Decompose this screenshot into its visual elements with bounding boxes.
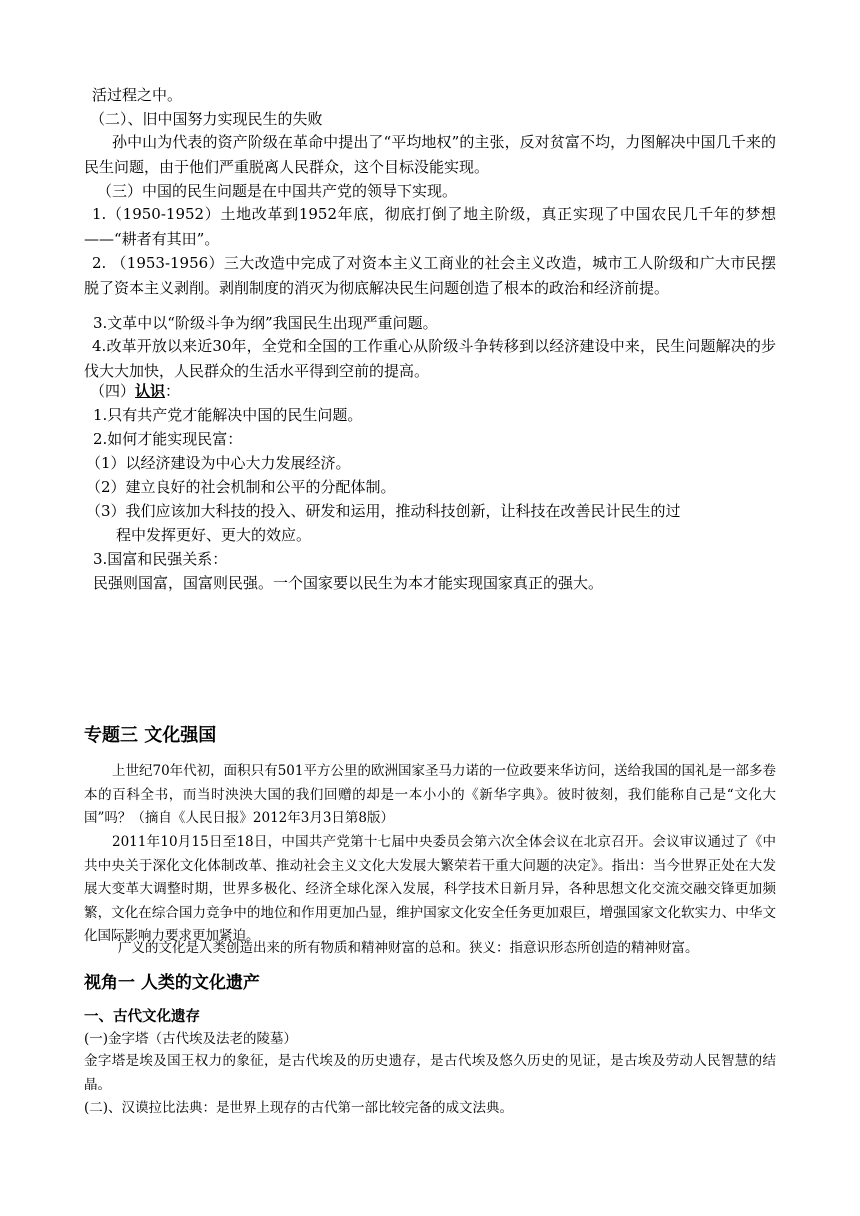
list-item: 1.只有共产党才能解决中国的民生问题。 [93,406,363,424]
paragraph-reform-opening: 4.改革开放以来近30年，全党和全国的工作重心从阶级斗争转移到以经济建设中来，民生问题解决的步伐大大加快，人民群众的生活水平得到空前的提高。 [84,337,776,380]
topic-title: 专题三 文化强国 [84,725,217,746]
list-item: （2）建立良好的社会机制和公平的分配体制。 [86,478,396,496]
paragraph-three-reforms: 2. （1953-1956）三大改造中完成了对资本主义工商业的社会主义改造，城市工人阶级和广大市民摆脱了资本主义剥削。剥削制度的消灭为彻底解决民生问题创造了根本的政治和经济前提。 [84,254,776,297]
view-title: 视角一 人类的文化遗产 [84,973,260,993]
text-line: 民强则国富，国富则民强。一个国家要以民生为本才能实现国家真正的强大。 [93,574,604,592]
text-line: 3.文革中以“阶级斗争为纲”我国民生出现严重问题。 [93,314,438,332]
section-heading-2: （二）、旧中国努力实现民生的失败 [90,110,323,128]
text-line: 活过程之中。 [92,86,183,104]
paragraph-land-reform: 1.（1950-1952）土地改革到1952年底，彻底打倒了地主阶级，真正实现了中国农民几千年的梦想——“耕者有其田”。 [84,205,776,248]
understanding-label: 认识 [135,382,166,400]
subsection-title: 一、古代文化遗存 [84,1009,200,1025]
section-heading-4: （四）认识： [90,382,181,400]
list-item: （3）我们应该加大科技的投入、研发和运用，推动科技创新，让科技在改善民计民生的过 [86,502,681,520]
paragraph-culture-definition: 广义的文化是人类创造出来的所有物质和精神财富的总和。狭义：指意识形态所创造的精神财富。 [118,940,699,956]
section-heading-3: （三）中国的民生问题是在中国共产党的领导下实现。 [97,182,458,200]
list-item: 3.国富和民强关系： [93,550,228,568]
paragraph-pyramid: 金字塔是埃及国王权力的象征，是古代埃及的历史遗存，是古代埃及悠久历史的见证，是古埃及劳动人民智慧的结晶。 [84,1053,776,1093]
paragraph-plenary-session: 2011年10月15日至18日，中国共产党第十七届中央委员会第六次全体会议在北京召开。会议审议通过了《中共中央关于深化文化体制改革、推动社会主义文化大发展大繁荣若干重大问题的决定》。指出：当今世界正处在大发展大变革大调整时期，世界多极化、经济全球化深入发展，科学技术日新月异，各种思想文化交流交融交锋更加频繁，文化在综合国力竞争中的地位和作用更加凸显，维护国家文化安全任务更加艰巨，增强国家文化软实力、中华文化国际影响力要求更加紧迫。 [84,834,776,944]
paragraph-san-marino: 上世纪70年代初，面积只有501平方公里的欧洲国家圣马力诺的一位政要来华访问，送给我国的国礼是一部多卷本的百科全书，而当时泱泱大国的我们回赠的却是一本小小的《新华字典》。彼时彼刻，我们能称自己是“文化大国”吗？（摘自《人民日报》2012年3月3日第8版） [84,763,776,826]
paragraph-sun-yatsen: 孙中山为代表的资产阶级在革命中提出了“平均地权”的主张，反对贫富不均，力图解决中国几千来的民生问题，由于他们严重脱离人民群众，这个目标没能实现。 [84,133,776,176]
list-item: 2.如何才能实现民富： [93,430,243,448]
item-hammurabi: (二)、汉谟拉比法典：是世界上现存的古代第一部比较完备的成文法典。 [84,1100,514,1116]
list-item-continued: 程中发挥更好、更大的效应。 [116,526,312,544]
list-item: （1）以经济建设为中心大力发展经济。 [86,454,351,472]
item-pyramid: (一)金字塔（古代埃及法老的陵墓） [84,1031,298,1047]
